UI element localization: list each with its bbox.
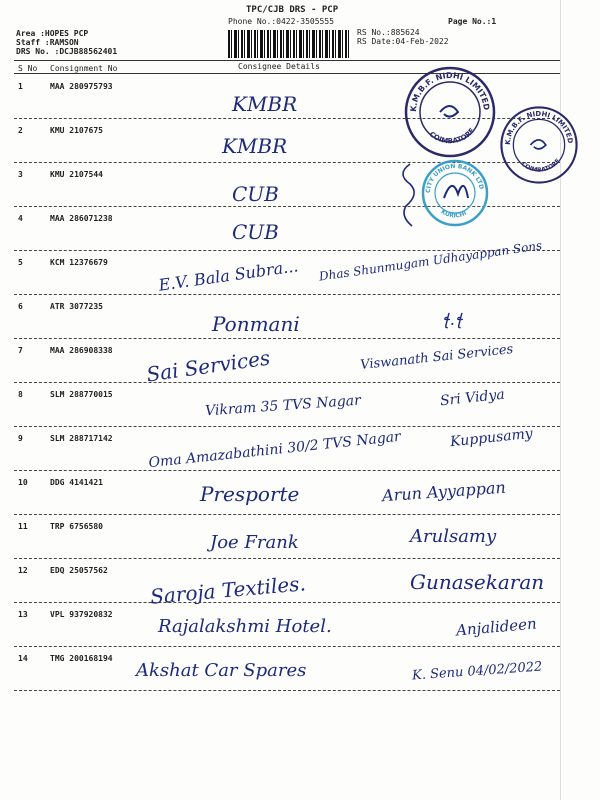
row-13-consignee-handwriting: Rajalakshmi Hotel. <box>158 616 332 637</box>
row-1-sno: 1 <box>18 82 23 91</box>
svg-text:COIMBATORE: COIMBATORE <box>427 126 477 146</box>
row-7-consignee-handwriting: Sai Services <box>144 345 272 387</box>
row-divider <box>14 338 560 339</box>
row-14-sno: 14 <box>18 654 28 663</box>
row-1-consignee-handwriting: KMBR <box>232 92 298 116</box>
column-consignee: Consignee Details <box>238 62 320 71</box>
row-11-signature: Arulsamy <box>410 526 497 547</box>
row-4-consignee-handwriting: CUB <box>232 220 279 244</box>
row-12-sno: 12 <box>18 566 28 575</box>
drs-number: DRS No. :DCJB88562401 <box>16 47 118 56</box>
row-9-signature: Kuppusamy <box>449 425 534 451</box>
row-3-sno: 3 <box>18 170 23 179</box>
rs-date: RS Date:04-Feb-2022 <box>357 37 449 46</box>
row-divider <box>14 690 560 691</box>
signature-mark <box>392 160 422 230</box>
row-2-consignment: KMU 2107675 <box>50 126 103 135</box>
row-7-consignment: MAA 286908338 <box>50 346 113 355</box>
row-divider <box>14 294 560 295</box>
row-11-sno: 11 <box>18 522 28 531</box>
row-5-consignment: KCM 12376679 <box>50 258 108 267</box>
row-4-consignment: MAA 286071238 <box>50 214 113 223</box>
barcode <box>228 30 350 58</box>
row-13-consignment: VPL 937920832 <box>50 610 113 619</box>
row-8-signature: Sri Vidya <box>439 386 506 410</box>
row-divider <box>14 426 560 427</box>
svg-text:KURICHI: KURICHI <box>439 208 468 220</box>
row-10-signature: Arun Ayyappan <box>381 477 507 506</box>
row-6-consignee-handwriting: Ponmani <box>212 312 300 336</box>
area-label: Area :HOPES PCP <box>16 29 89 38</box>
row-8-sno: 8 <box>18 390 23 399</box>
row-10-consignee-handwriting: Presporte <box>200 482 300 506</box>
nidhi-stamp-1 <box>402 64 498 160</box>
nidhi-stamp-2 <box>498 104 580 186</box>
column-consignment: Consignment No <box>50 64 118 73</box>
svg-text:COIMBATORE: COIMBATORE <box>519 157 562 174</box>
row-7-signature: Viswanath Sai Services <box>359 342 515 373</box>
row-8-consignment: SLM 288770015 <box>50 390 113 399</box>
svg-text:K.M.B.F. NIDHI LIMITED: K.M.B.F. NIDHI LIMITED <box>503 109 575 146</box>
svg-text:K.M.B.F. NIDHI LIMITED: K.M.B.F. NIDHI LIMITED <box>408 70 492 113</box>
row-7-sno: 7 <box>18 346 23 355</box>
row-13-signature: Anjalideen <box>455 614 538 640</box>
row-9-consignee-handwriting: Oma Amazabathini 30/2 TVS Nagar <box>147 428 402 472</box>
row-6-signature: ꞎ.ꞎ <box>442 310 463 329</box>
row-14-consignee-handwriting: Akshat Car Spares <box>136 660 307 681</box>
row-3-consignee-handwriting: CUB <box>232 182 279 206</box>
row-2-sno: 2 <box>18 126 23 135</box>
rs-number: RS No.:885624 <box>357 28 420 37</box>
row-14-consignment: TMG 200168194 <box>50 654 113 663</box>
row-divider <box>14 382 560 383</box>
row-14-signature: K. Senu 04/02/2022 <box>411 659 543 684</box>
row-divider <box>14 558 560 559</box>
row-8-consignee-handwriting: Vikram 35 TVS Nagar <box>204 392 362 420</box>
row-6-sno: 6 <box>18 302 23 311</box>
row-12-consignment: EDQ 25057562 <box>50 566 108 575</box>
column-sno: S No <box>18 64 38 73</box>
phone-number: Phone No.:0422-3505555 <box>228 17 334 26</box>
page-number: Page No.:1 <box>448 17 497 26</box>
row-12-consignee-handwriting: Saroja Textiles. <box>149 571 307 609</box>
staff-label: Staff :RAMSON <box>16 38 79 47</box>
row-divider <box>14 602 560 603</box>
document-title: TPC/CJB DRS - PCP <box>246 5 339 15</box>
bank-stamp <box>420 158 490 228</box>
row-5-consignee-handwriting: E.V. Bala Subra... <box>157 256 300 295</box>
row-11-consignment: TRP 6756580 <box>50 522 103 531</box>
row-divider <box>14 470 560 471</box>
row-6-consignment: ATR 3077235 <box>50 302 103 311</box>
row-5-signature: Dhas Shunmugam Udhayappan Sons <box>318 238 543 284</box>
row-13-sno: 13 <box>18 610 28 619</box>
row-10-sno: 10 <box>18 478 28 487</box>
row-3-consignment: KMU 2107544 <box>50 170 103 179</box>
row-1-consignment: MAA 280975793 <box>50 82 113 91</box>
row-9-sno: 9 <box>18 434 23 443</box>
header-rule <box>14 60 560 61</box>
svg-text:CITY UNION BANK LTD: CITY UNION BANK LTD <box>424 162 485 194</box>
row-11-consignee-handwriting: Joe Frank <box>210 532 299 553</box>
row-5-sno: 5 <box>18 258 23 267</box>
row-12-signature: Gunasekaran <box>410 570 545 594</box>
row-10-consignment: DDG 4141421 <box>50 478 103 487</box>
row-2-consignee-handwriting: KMBR <box>222 134 288 158</box>
row-4-sno: 4 <box>18 214 23 223</box>
row-9-consignment: SLM 288717142 <box>50 434 113 443</box>
row-divider <box>14 514 560 515</box>
row-divider <box>14 646 560 647</box>
